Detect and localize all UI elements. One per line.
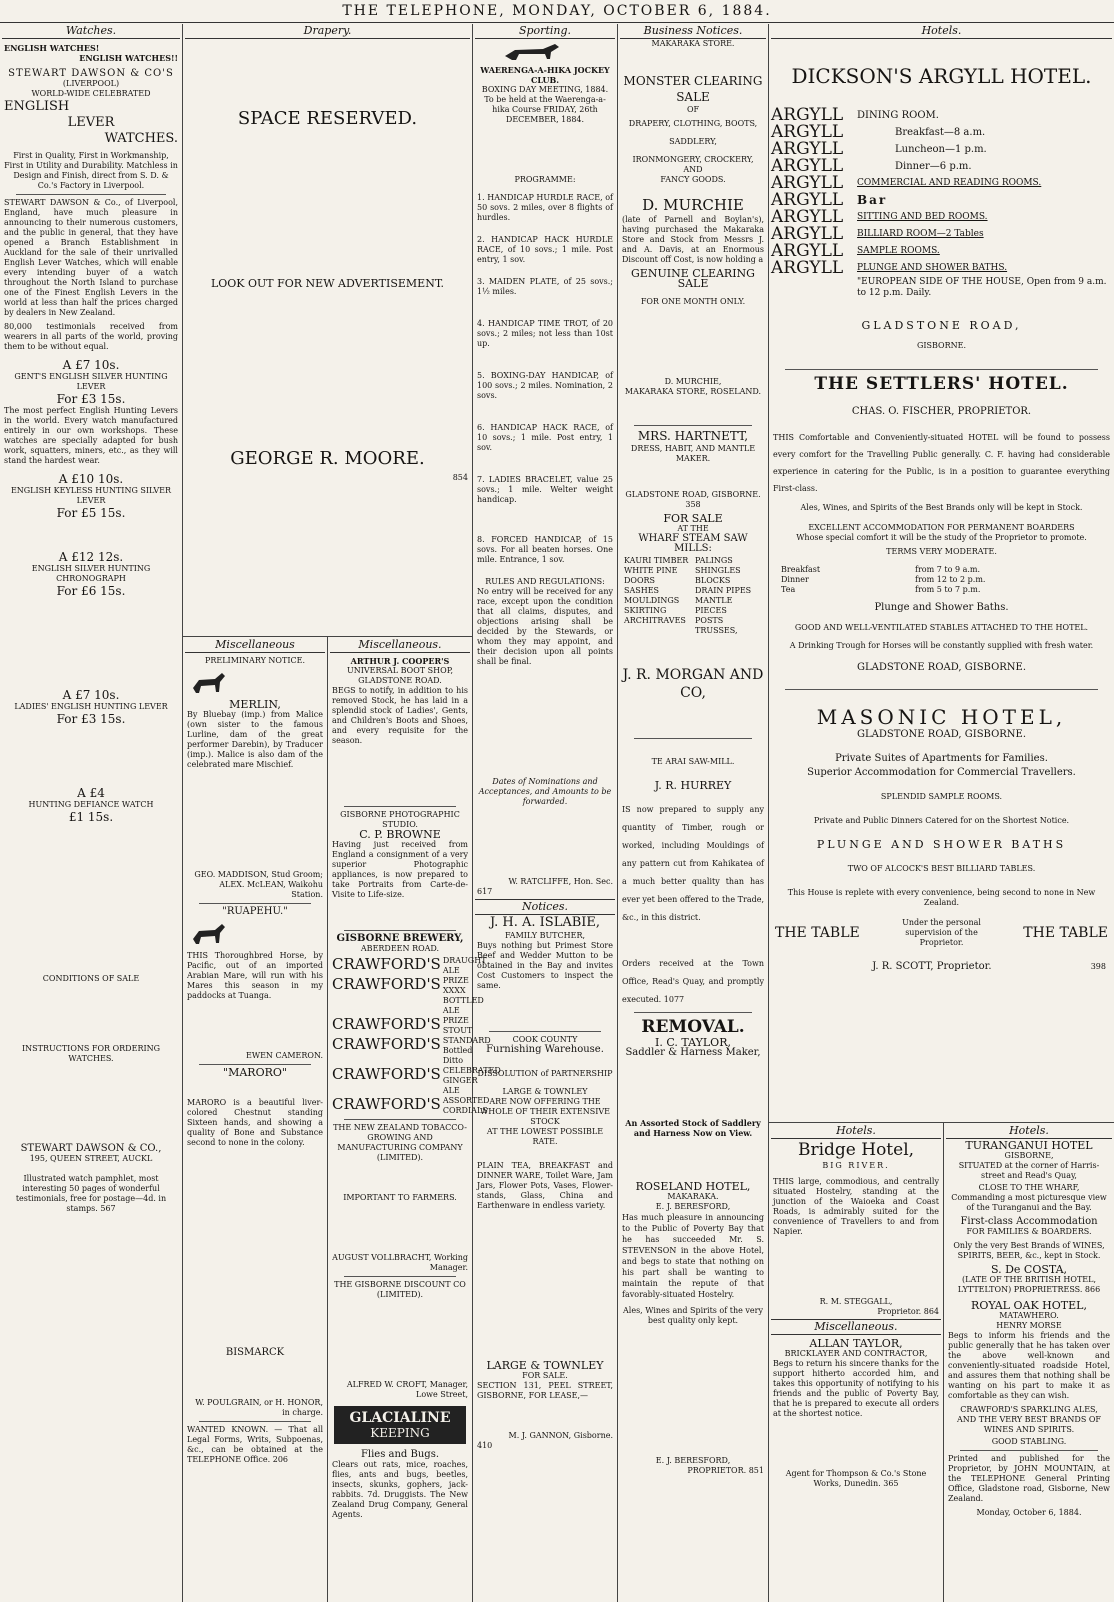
text: FANCY GOODS.	[660, 175, 726, 184]
crawford-row: CRAWFORD'S ASSORTED CORDIALS	[332, 1095, 490, 1115]
section-header: Miscellaneous.	[771, 1319, 941, 1335]
price: A £10 10s.	[58, 472, 124, 486]
crawford-row: CRAWFORD'S DRAUGHT ALE	[332, 955, 487, 975]
footer-note: Illustrated watch pamphlet, most interesting 50 pages of wonderful testimonials, free for postage—4d. in stamps. 567	[15, 1174, 167, 1213]
subheading: BRICKLAYER AND CONTRACTOR,	[784, 1349, 928, 1358]
divider	[344, 1119, 456, 1120]
divider	[785, 369, 1098, 370]
divider	[634, 1012, 752, 1013]
paragraph: BEGS to notify, in addition to his removed Stock, he has laid in a splendid stock of Ladies', Gents, and Children's Boots and Shoes, and every requisite for the season.	[332, 686, 468, 745]
section-header: Hotels.	[771, 1124, 941, 1139]
business-name: GISBORNE PHOTOGRAPHIC STUDIO.	[340, 810, 460, 829]
paragraph: Ales, Wines, and Spirits of the Best Brands only will be kept in Stock.	[800, 503, 1083, 512]
business-name: THE NEW ZEALAND TOBACCO-GROWING AND MANUFACTURING COMPANY (LIMITED).	[333, 1123, 467, 1162]
race: 5. BOXING-DAY HANDICAP, of 100 sovs.; 2 miles. Nomination, 2 sovs.	[477, 371, 613, 400]
signature: EWEN CAMERON.	[246, 1051, 323, 1060]
item: ENGLISH SILVER HUNTING CHRONOGRAPH	[31, 564, 151, 583]
horse-name: BISMARCK	[225, 1347, 285, 1358]
signature: W. POULGRAIN, or H. HONOR, in charge.	[195, 1398, 323, 1417]
column-divider	[768, 24, 769, 1602]
price: For £5 15s.	[56, 506, 126, 520]
hotel-name: MASONIC HOTEL,	[816, 705, 1067, 729]
subheading: Furnishing Warehouse.	[486, 1044, 604, 1055]
text: SADDLERY,	[669, 137, 717, 146]
subheading: Saddler & Harness Maker,	[625, 1047, 761, 1058]
subheading: FOR SALE.	[522, 1371, 568, 1380]
ref-number: 854	[452, 473, 468, 482]
signature: D. MURCHIE,	[664, 377, 722, 386]
divider	[785, 689, 1098, 690]
crawford-row: CRAWFORD'S PRIZE STOUT	[332, 1015, 473, 1035]
paragraph: THIS Thoroughbred Horse, by Pacific, out of an imported Arabian Mare, will run with his Mares this season in my paddocks at Tuanga.	[187, 951, 323, 1000]
item: LADIES' ENGLISH HUNTING LEVER	[14, 702, 168, 711]
column-divider	[943, 1122, 944, 1602]
paragraph: Private and Public Dinners Catered for on the Shortest Notice.	[813, 816, 1070, 825]
address: GISBORNE,	[1004, 1151, 1054, 1160]
drapery-section	[185, 24, 470, 634]
address: GLADSTONE ROAD, GISBORNE.	[856, 729, 1027, 740]
company-name: STEWART DAWSON & CO'S	[8, 68, 174, 79]
business-name: ALLAN TAYLOR,	[809, 1337, 903, 1350]
race: 3. MAIDEN PLATE, of 25 sovs.; 1½ miles.	[477, 277, 613, 296]
business-name: J. H. A. ISLABIE,	[489, 915, 601, 930]
crawford-row: CRAWFORD'S CELEBRATED GINGER ALE	[332, 1065, 501, 1095]
paragraph: Only the very Best Brands of WINES, SPIRITS, BEER, &c., kept in Stock.	[953, 1241, 1105, 1260]
signature: E. J. BERESFORD,	[655, 1456, 731, 1465]
subheading: PLUNGE AND SHOWER BATHS	[816, 838, 1067, 851]
horse-icon	[189, 921, 229, 947]
divider	[344, 806, 456, 807]
headline: ENGLISH	[4, 99, 70, 114]
crawford-row: CRAWFORD'S STANDARD Bottled Ditto	[332, 1035, 491, 1065]
business-name: C. P. BROWNE	[359, 828, 441, 841]
sporting-section	[475, 24, 615, 1598]
item: GENT'S ENGLISH SILVER HUNTING LEVER	[14, 372, 168, 391]
address: BIG RIVER.	[822, 1161, 890, 1170]
crawford-list	[332, 955, 501, 1116]
horse-name: "MARORO"	[223, 1066, 287, 1079]
paragraph: Has much pleasure in announcing to the Public of Poverty Bay that he has succeeded Mr. S. STEVENSON in the above Hotel, and begs to state that nothing on his part shall be wanting to maintain the repute of that favorably-situated Hostelry.	[622, 1213, 764, 1299]
subheading: Plunge and Shower Baths.	[874, 602, 1009, 613]
signature: ALEX. McLEAN, Waikohu Station.	[219, 880, 323, 899]
subheading: WORLD-WIDE CELEBRATED	[31, 89, 151, 98]
subheading: CRAWFORD'S SPARKLING ALES,	[960, 1405, 1098, 1414]
subheading: DISSOLUTION of PARTNERSHIP	[477, 1069, 613, 1078]
signature: ALFRED W. CROFT, Manager, Lowe Street,	[346, 1380, 468, 1399]
horse-name: MERLIN,	[229, 698, 281, 711]
price: A £7 10s.	[62, 358, 120, 372]
section-header: Notices.	[475, 899, 615, 915]
crawford-row: CRAWFORD'S PRIZE XXXX BOTTLED ALE	[332, 975, 484, 1015]
paragraph: STEWART DAWSON & Co., of Liverpool, England, have much pleasure in announcing to their numerous customers, and the public in general, that they have opened a Branch Establishment in Auckland for the sale of their unrivalled English Lever Watches, which will enable every intending buyer of a watch throughout the North Island to purchase one of the Finest English Levers in the world at less than half the prices charged by dealers in New Zealand.	[4, 198, 178, 317]
address: GLADSTONE ROAD, GISBORNE.	[856, 662, 1027, 673]
paragraph: No entry will be received for any race, except upon the condition that all claims, disputes, and objections arising shall be decided by the Stewards, or whom they may appoint, and their decision upon all points shall be final.	[477, 587, 613, 666]
section-header: Business Notices.	[620, 24, 766, 39]
paragraph: Begs to return his sincere thanks for the support hitherto accorded him, and takes this opportunity of notifying to his friends and the public of Poverty Bay, that he is prepared to execute all orders at the shortest notice.	[773, 1359, 939, 1418]
divider	[769, 1122, 1114, 1123]
price: A £7 10s.	[62, 688, 120, 702]
paragraph: SECTION 131, PEEL STREET, GISBORNE, FOR LEASE,—	[477, 1381, 613, 1400]
paragraph: Ales, Wines and Spirits of the very best quality only kept.	[623, 1306, 763, 1325]
address: MAKARAKA.	[667, 1192, 719, 1201]
club-name: WAERENGA-A-HIKA JOCKEY CLUB.	[480, 65, 610, 85]
subheading: IMPORTANT TO FARMERS.	[343, 1193, 457, 1202]
misc-horses-section	[185, 638, 325, 1598]
paragraph: THIS large, commodious, and centrally situated Hostelry, standing at the junction of the Waioeka and Coast Roads, is admirably suited for the convenience of Travellers to and from Napier.	[773, 1177, 939, 1236]
text: AND	[683, 165, 703, 174]
divider	[634, 738, 752, 739]
hotels-section	[771, 24, 1112, 1120]
imprint: Printed and published for the Proprietor, by JOHN MOUNTAIN, at the TELEPHONE General Printing Office, Gladstone road, Gisborne, New Zealand.	[948, 1454, 1110, 1503]
subheading: AT THE LOWEST POSSIBLE RATE.	[486, 1127, 604, 1146]
subheading: PRELIMINARY NOTICE.	[204, 656, 305, 665]
signature: PROPRIETOR. 851	[687, 1466, 764, 1475]
divider	[344, 930, 456, 931]
paragraph: Begs to inform his friends and the public generally that he has taken over the above well-known and conveniently-situated roadside Hotel, and assures them that nothing shall be wanting on his part to make it as comfortable as they can wish.	[948, 1331, 1110, 1400]
headline: LEVER	[67, 115, 115, 130]
paragraph: SITUATED at the corner of Harris-street and Read's Quay,	[958, 1161, 1100, 1180]
argyll-block	[771, 107, 1112, 299]
paragraph: A Drinking Trough for Horses will be constantly supplied with fresh water.	[789, 641, 1094, 650]
subheading: An Assorted Stock of Saddlery and Harness Now on View.	[625, 1118, 761, 1138]
headline: MONSTER CLEARING SALE	[623, 74, 763, 104]
subheading: UNIVERSAL BOOT SHOP,	[347, 666, 453, 675]
section-header: Sporting.	[475, 24, 615, 39]
subheading: EXCELLENT ACCOMMODATION FOR PERMANENT BOARDERS	[808, 523, 1075, 532]
price: £1 15s.	[68, 810, 114, 824]
race: 2. HANDICAP HACK HURDLE RACE, of 10 sovs.; 1 mile. Post entry, 1 sov.	[477, 235, 613, 264]
paragraph: Buys nothing but Primest Store Beef and Wedder Mutton to be obtained in the Bay and invites Cost Customers to inspect the same.	[477, 941, 613, 990]
subheading: CONDITIONS OF SALE	[42, 974, 140, 983]
column-divider	[327, 636, 328, 1602]
section-header: Miscellaneous.	[330, 638, 470, 653]
proprietor: S. De COSTA,	[990, 1263, 1068, 1276]
turanganui-section	[946, 1124, 1112, 1598]
price: A £4	[77, 786, 105, 800]
race: 6. HANDICAP HACK RACE, of 10 sovs.; 1 mile. Post entry, 1 sov.	[477, 423, 613, 452]
column-divider	[617, 24, 618, 1602]
business-name: THE GISBORNE DISCOUNT CO (LIMITED).	[334, 1280, 466, 1299]
price: A £12 12s.	[58, 550, 124, 564]
section-header: Drapery.	[185, 24, 470, 39]
ref-number: 617	[477, 887, 493, 896]
paragraph: ARE NOW OFFERING THE WHOLE OF THEIR EXTENSIVE STOCK	[480, 1097, 610, 1126]
address: 195, QUEEN STREET, AUCKL	[29, 1154, 153, 1163]
paragraph: First in Quality, First in Workmanship, First in Utility and Durability. Matchless in Design and Finish, direct from S. D. & Co.'s Factory in Liverpool.	[4, 151, 178, 190]
paragraph: MARORO is a beautiful liver-colored Chestnut standing Sixteen hands, and showing a quality of Bone and Substance second to none in the colony.	[187, 1098, 323, 1147]
address: GLADSTONE ROAD, GISBORNE. 358	[625, 490, 761, 509]
subheading: FOR ONE MONTH ONLY.	[640, 297, 746, 306]
business-section	[620, 24, 766, 1598]
subheading: RULES AND REGULATIONS:	[485, 577, 605, 586]
divider	[634, 425, 752, 426]
subheading: Dates of Nominations and Acceptances, and Amounts to be forwarded.	[478, 777, 612, 806]
headline: GENUINE CLEARING SALE	[631, 267, 755, 290]
business-name: LARGE & TOWNLEY	[486, 1359, 604, 1372]
subheading: Superior Accommodation for Commercial Travellers.	[807, 767, 1076, 778]
watches-column	[2, 24, 180, 1602]
argyll-repeat: ARGYLL ARGYLL ARGYLL ARGYLL ARGYLL ARGYLL ARGYLL ARGYLL ARGYLL ARGYLL	[771, 105, 844, 278]
race: 8. FORCED HANDICAP, of 15 sovs. For all beaten horses. One mile. Entrance, 1 sov.	[477, 535, 613, 564]
subheading: DRESS, HABIT, AND MANTLE MAKER.	[630, 444, 756, 463]
hotel-name: DICKSON'S ARGYLL HOTEL.	[791, 64, 1092, 88]
headline: WATCHES.	[104, 131, 178, 146]
scott-line: J. R. SCOTT, Proprietor. 398	[872, 961, 1106, 972]
subheading: CLOSE TO THE WHARF,	[978, 1183, 1080, 1192]
hotel-name: ROYAL OAK HOTEL,	[971, 1299, 1087, 1312]
paragraph: WANTED KNOWN. — That all Legal Forms, Writs, Subpoenas, &c., can be obtained at the TELEPHONE Office. 206	[187, 1425, 323, 1464]
divider	[16, 194, 166, 195]
address: MAKARAKA STORE, ROSELAND.	[624, 387, 762, 396]
headline: REMOVAL.	[641, 1017, 745, 1037]
paragraph: THIS Comfortable and Conveniently-situated HOTEL will be found to possess every comfort for the Travelling Public generally. C. F. having had considerable experience in catering for the Public, is in a position to guarantee everything First-class.	[773, 433, 1110, 493]
paragraph: To be held at the Waerenga-a-hika Course FRIDAY, 26th DECEMBER, 1884.	[484, 95, 606, 124]
section-header: Watches.	[2, 24, 180, 39]
item: HUNTING DEFIANCE WATCH	[28, 800, 154, 809]
racehorse-icon	[495, 42, 595, 62]
advertiser-name: GEORGE R. MOORE.	[230, 448, 425, 469]
business-name: TE ARAI SAW-MILL.	[651, 757, 735, 766]
ref-number: 410	[477, 1441, 493, 1450]
subheading: TERMS VERY MODERATE.	[886, 547, 997, 556]
space-reserved: SPACE RESERVED.	[237, 108, 418, 129]
business-name: J. R. HURREY	[654, 779, 732, 792]
race: 4. HANDICAP TIME TROT, of 20 sovs.; 2 miles; not less than 10st up.	[477, 319, 613, 348]
signature: M. J. GANNON, Gisborne.	[508, 1431, 613, 1440]
city: (LIVERPOOL)	[62, 79, 120, 88]
business-name: COOK COUNTY	[512, 1035, 578, 1044]
section-header: Miscellaneous	[185, 638, 325, 653]
text: AT THE	[677, 524, 709, 533]
signature: AUGUST VOLLBRACHT, Working Manager.	[332, 1253, 468, 1272]
business-name: I. C. TAYLOR,	[655, 1036, 731, 1049]
paragraph: Clears out rats, mice, roaches, flies, ants and bugs, beetles, insects, skunks, gophers, jack-rabbits. 7d. Druggists. The New Zealand Drug Company, General Agents.	[332, 1460, 468, 1519]
subheading: INSTRUCTIONS FOR ORDERING WATCHES.	[21, 1044, 161, 1063]
column-divider	[472, 24, 473, 1602]
date: Monday, October 6, 1884.	[976, 1508, 1082, 1517]
paragraph: (late of Parnell and Boylan's), having purchased the Makaraka Store and Stock from Messrs J. and A. Davis, at an Enormous Discount off Cost, is now holding a	[622, 215, 764, 264]
signature: GEO. MADDISON, Stud Groom;	[194, 870, 323, 879]
paragraph: By Bluebay (imp.) from Malice (own sister to the famous Lurline, dam of the great performer Darebin), by Traducer (imp.). Malice is also dam of the celebrated mare Mischief.	[187, 710, 323, 769]
signature: R. M. STEGGALL,	[819, 1297, 893, 1306]
paragraph: Having just received from England a consignment of a very superior Photographic appliances, is now prepared to take Portraits from Carte-de-Visite to Life-size.	[332, 840, 468, 899]
business-name: GISBORNE BREWERY,	[336, 933, 464, 944]
paragraph: Orders received at the Town Office, Read's Quay, and promptly executed. 1077	[622, 959, 764, 1004]
business-name: D. MURCHIE	[642, 196, 744, 214]
table-banner: THE TABLE Under the personal supervision of the Proprietor. THE TABLE	[775, 918, 1108, 947]
race: 1. HANDICAP HURDLE RACE, of 50 sovs. 2 miles, over 8 flights of hurdles.	[477, 193, 613, 222]
address: ABERDEEN ROAD.	[360, 944, 440, 953]
signature: E. J. BERESFORD,	[655, 1202, 731, 1211]
column-divider	[182, 24, 183, 1602]
text: DRAPERY, CLOTHING, BOOTS,	[628, 119, 758, 128]
paragraph: (LATE OF THE BRITISH HOTEL, LYTTELTON) PROPRIETRESS. 866	[957, 1275, 1101, 1294]
business-name: ARTHUR J. COOPER'S	[350, 656, 450, 666]
divider	[344, 1276, 456, 1277]
text: IRONMONGERY, CROCKERY,	[632, 155, 754, 164]
address: GISBORNE.	[916, 341, 967, 350]
argyll-features: DINING ROOM. Breakfast—8 a.m. Luncheon—1 p.m. Dinner—6 p.m. COMMERCIAL AND READING ROOMS. Bar SITTING AND BED ROOMS. BILLIARD ROOM—2 Tables SAMPLE ROOMS. PLUNGE AND SHOWER BATHS. "EUROPEAN SIDE OF THE HOUSE, Open from 9 a.m. to 12 p.m. Daily.	[857, 110, 1107, 298]
paragraph: IS now prepared to supply any quantity of Timber, rough or worked, including Mouldings of any pattern cut from Kahikatea of a much better quality than has ever yet been offered to the Trade, &c., in this district.	[622, 805, 764, 922]
paragraph: Whose special comfort it will be the study of the Proprietor to promote.	[796, 533, 1087, 542]
divider	[183, 636, 472, 637]
horse-name: "RUAPEHU."	[222, 906, 288, 917]
hotel-name: THE SETTLERS' HOTEL.	[814, 374, 1069, 394]
proprietor: CHAS. O. FISCHER, PROPRIETOR.	[851, 406, 1032, 417]
divider	[199, 1421, 311, 1422]
price: For £3 15s.	[56, 392, 126, 406]
meal-times: Breakfast from 7 to 9 a.m. Dinner from 12 to 2 p.m. Tea from 5 to 7 p.m.	[781, 565, 986, 594]
business-name: MRS. HARTNETT,	[637, 429, 749, 443]
headline: ENGLISH WATCHES!!	[79, 53, 178, 63]
subheading: TWO OF ALCOCK'S BEST BILLIARD TABLES.	[847, 864, 1036, 873]
horse-icon	[189, 670, 229, 696]
subheading: First-class Accommodation	[960, 1216, 1098, 1227]
subheading: FAMILY BUTCHER,	[504, 931, 586, 940]
subheading: GOOD STABLING.	[991, 1437, 1067, 1446]
hotel-name: TURANGANUI HOTEL	[965, 1139, 1093, 1152]
address: STEWART DAWSON & CO.,	[20, 1143, 162, 1154]
bridge-hotel-section	[771, 1124, 941, 1598]
advert-notice: LOOK OUT FOR NEW ADVERTISEMENT.	[210, 277, 445, 290]
paragraph: Commanding a most picturesque view of the Turanganui and the Bay.	[951, 1193, 1107, 1212]
glacialine-ad: GLACIALINE KEEPING	[334, 1406, 466, 1444]
headline: ENGLISH WATCHES!	[4, 43, 100, 53]
price: For £6 15s.	[56, 584, 126, 598]
paragraph: The most perfect English Hunting Levers in the world. Every watch manufactured entirely in our own workshops. These watches are specially adapted for bush work, squatters, miners, etc., as they will stand the hardest wear.	[4, 406, 178, 465]
divider	[199, 1064, 311, 1065]
subheading: Flies and Bugs.	[360, 1449, 440, 1460]
price: For £3 15s.	[56, 712, 126, 726]
masthead: THE TELEPHONE, MONDAY, OCTOBER 6, 1884.	[0, 0, 1114, 23]
divider	[489, 1031, 601, 1032]
subheading: SPLENDID SAMPLE ROOMS.	[880, 792, 1003, 801]
business-name: LARGE & TOWNLEY	[502, 1087, 588, 1096]
item: ENGLISH KEYLESS HUNTING SILVER LEVER	[10, 486, 172, 505]
text: OF	[686, 105, 700, 114]
headline: FOR SALE	[663, 512, 723, 525]
section-header: Hotels.	[946, 1124, 1112, 1139]
address: GLADSTONE ROAD,	[861, 319, 1022, 332]
signature: W. RATCLIFFE, Hon. Sec.	[508, 877, 613, 886]
subheading: GOOD AND WELL-VENTILATED STABLES ATTACHED TO THE HOTEL.	[794, 623, 1089, 632]
hotel-name: Bridge Hotel,	[797, 1140, 915, 1160]
business-name: J. R. MORGAN AND CO,	[622, 667, 764, 701]
divider	[199, 903, 311, 904]
business-name: ROSELAND HOTEL,	[635, 1180, 751, 1193]
paragraph: This House is replete with every convenience, being second to none in New Zealand.	[787, 888, 1096, 907]
paragraph: 80,000 testimonials received from wearers in all parts of the world, proving them to be without equal.	[4, 322, 178, 351]
signature: Proprietor. 864	[877, 1307, 939, 1316]
divider	[960, 1450, 1098, 1451]
paragraph: AND THE VERY BEST BRANDS OF WINES AND SPIRITS.	[957, 1415, 1101, 1434]
race: 7. LADIES BRACELET, value 25 sovs.; 1 mile. Welter weight handicap.	[477, 475, 613, 504]
timber-list: KAURI TIMBER WHITE PINE DOORS SASHES MOULDINGS SKIRTING ARCHITRAVES PALINGS SHINGLES BLOCKS DRAIN PIPES MANTLE PIECES POSTS TRUSSES,	[624, 556, 752, 635]
paragraph: Agent for Thompson & Co.'s Stone Works, Dunedin. 365	[785, 1469, 927, 1488]
proprietor: HENRY MORSE	[996, 1321, 1062, 1330]
subheading: PROGRAMME:	[514, 175, 576, 184]
paragraph: PLAIN TEA, BREAKFAST and DINNER WARE, Toilet Ware, Jam Jars, Flower Pots, Vases, Flower-stands, Glass, China and Earthenware in endless variety.	[477, 1161, 613, 1210]
business-name: MAKARAKA STORE.	[651, 39, 735, 48]
subheading: Private Suites of Apartments for Families.	[835, 753, 1048, 764]
business-name: WHARF STEAM SAW MILLS:	[638, 533, 748, 554]
address: MATAWHERO.	[999, 1311, 1059, 1320]
section-header: Hotels.	[771, 24, 1112, 39]
subheading: BOXING DAY MEETING, 1884.	[481, 85, 609, 94]
address: GLADSTONE ROAD.	[358, 676, 442, 685]
subheading: FOR FAMILIES & BOARDERS.	[966, 1227, 1092, 1236]
